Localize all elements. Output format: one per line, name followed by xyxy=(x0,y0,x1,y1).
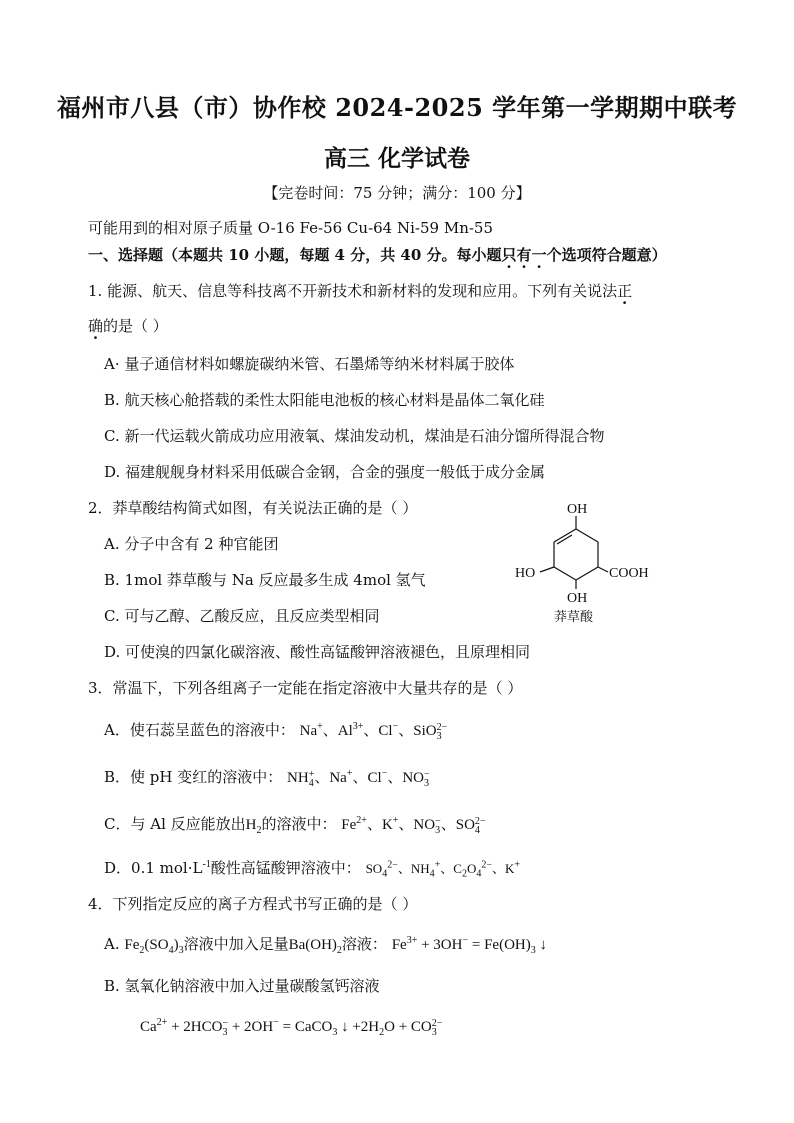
structure-bond xyxy=(598,567,608,572)
q3-c-text-a: C．与 Al 反应能放出 xyxy=(104,815,246,833)
q2-option-a: A. 分子中含有 2 种官能团 xyxy=(104,535,279,553)
q2-stem: 2．莽草酸结构简式如图，有关说法正确的是（ ） xyxy=(88,499,418,517)
structure-bond xyxy=(576,567,598,580)
q4-option-b: B. 氢氧化钠溶液中加入过量碳酸氢钙溶液 xyxy=(104,977,380,995)
shikimic-acid-structure xyxy=(510,497,660,627)
q1-stem-emph: 正 xyxy=(617,282,633,300)
structure-bond xyxy=(554,567,576,580)
q2-option-c: C. 可与乙醇、乙酸反应，且反应类型相同 xyxy=(104,607,380,625)
structure-bond xyxy=(576,529,598,542)
q3-c-ions: $Fe^{2+}$、K+、NO − 3 、SO 2− 4 xyxy=(341,815,486,836)
q3-d-text-b: 酸性高锰酸钾溶液中： xyxy=(210,859,361,877)
q3-b-text: B．使 pH 变红的溶液中： xyxy=(104,768,283,786)
structure-caption: 莽草酸 xyxy=(554,610,594,625)
atomic-mass-line: 可能用到的相对原子质量 O-16 Fe-56 Cu-64 Ni-59 Mn-55 xyxy=(88,219,494,237)
structure-oh-left: HO xyxy=(515,566,536,581)
structure-cooh: COOH xyxy=(609,566,649,581)
structure-bond xyxy=(540,567,554,572)
q3-option-d: D．0.1 $mol\cdot L^{-1}$酸性高锰酸钾溶液中： $SO_4^{2-}$、$NH_4^+$、$C_2O_4^{2-}$、K+ xyxy=(104,859,520,880)
exam-subtitle: 高三 化学试卷 xyxy=(323,145,470,172)
q3-b-ions: NH + 4 、Na+、Cl−、NO − 3 xyxy=(287,768,430,789)
section-heading-emph-you: 有 xyxy=(516,246,532,264)
q4-a-mid2: 溶液： xyxy=(341,935,387,953)
q3-option-b xyxy=(104,766,430,788)
section-heading xyxy=(88,244,667,265)
q3-a-text: A．使石蕊呈蓝色的溶液中： xyxy=(104,721,295,739)
q3-c-text-b: 的溶液中： xyxy=(261,815,337,833)
q4-stem: 4．下列指定反应的离子方程式书写正确的是（ ） xyxy=(88,895,418,913)
q3-d-text-a: D．0.1 mol·L xyxy=(104,859,203,877)
q3-option-c xyxy=(104,813,486,836)
structure-bond xyxy=(554,529,576,542)
q4-a-mid: 溶液中加入足量 xyxy=(183,935,289,953)
q3-a-ions: Na+、$Al^{3+}$、Cl−、SiO 2− 3 xyxy=(299,721,448,742)
q1-option-a: A· 量子通信材料如螺旋碳纳米管、石墨烯等纳米材料属于胶体 xyxy=(104,355,515,373)
q1-stem-line2 xyxy=(88,315,168,336)
section-heading-emph-one: 一 xyxy=(531,246,547,264)
q2-option-b: B. 1mol 莽草酸与 Na 反应最多生成 4mol 氢气 xyxy=(104,571,426,589)
q1-stem-emph2: 确 xyxy=(88,317,104,335)
q1-option-d: D. 福建舰舰身材料采用低碳合金钢，合金的强度一般低于成分金属 xyxy=(104,463,546,481)
q4-a-reactant2: $Ba(OH)_2$ xyxy=(288,937,342,956)
q4-b-equation: $Ca^{2+} + 2HCO$ − 3 + 2OH− = CaCO$_3$ ↓ $+2H_2O$ + CO 2− 3 xyxy=(140,1017,443,1038)
q3-c-h2: $H_2$ xyxy=(245,817,262,836)
q4-a-equation: $Fe^{3+} + 3OH^- = Fe(OH)_3$ ↓ xyxy=(391,935,547,956)
section-heading-part: 个选项符合题意） xyxy=(546,246,667,264)
q1-stem xyxy=(88,280,632,301)
q1-option-b: B. 航天核心舱搭载的柔性太阳能电池板的核心材料是晶体二氧化硅 xyxy=(104,391,545,409)
q4-a-label: A. xyxy=(104,935,120,953)
q4-a-reactant1: $Fe_2(SO_4)_3$ xyxy=(124,937,184,956)
section-heading-part: 一、选择题（本题共 10 小题，每题 4 分，共 40 分。每小题 xyxy=(88,246,502,264)
section-heading-emph-only: 只 xyxy=(501,246,517,264)
q1-stem-text: 1. 能源、航天、信息等科技离不开新技术和新材料的发现和应用。下列有关说法 xyxy=(88,282,618,300)
q1-option-c: C. 新一代运载火箭成功应用液氧、煤油发动机，煤油是石油分馏所得混合物 xyxy=(104,427,605,445)
q4-option-a xyxy=(104,933,547,956)
q3-option-a xyxy=(104,719,447,741)
structure-oh-top: OH xyxy=(567,502,588,517)
structure-oh-bottom: OH xyxy=(567,591,588,606)
exam-info: 【完卷时间：75 分钟；满分：100 分】 xyxy=(263,184,531,202)
q3-d-ions: $SO_4^{2-}$、$NH_4^+$、$C_2O_4^{2-}$、K+ xyxy=(365,859,520,880)
exam-title: 福州市八县（市）协作校 2024-2025 学年第一学期期中联考 xyxy=(56,93,738,122)
q1-stem-text2: 的是（ ） xyxy=(103,317,168,335)
q2-option-d: D. 可使溴的四氯化碳溶液、酸性高锰酸钾溶液褪色，且原理相同 xyxy=(104,643,531,661)
q3-stem: 3．常温下，下列各组离子一定能在指定溶液中大量共存的是（ ） xyxy=(88,679,523,697)
